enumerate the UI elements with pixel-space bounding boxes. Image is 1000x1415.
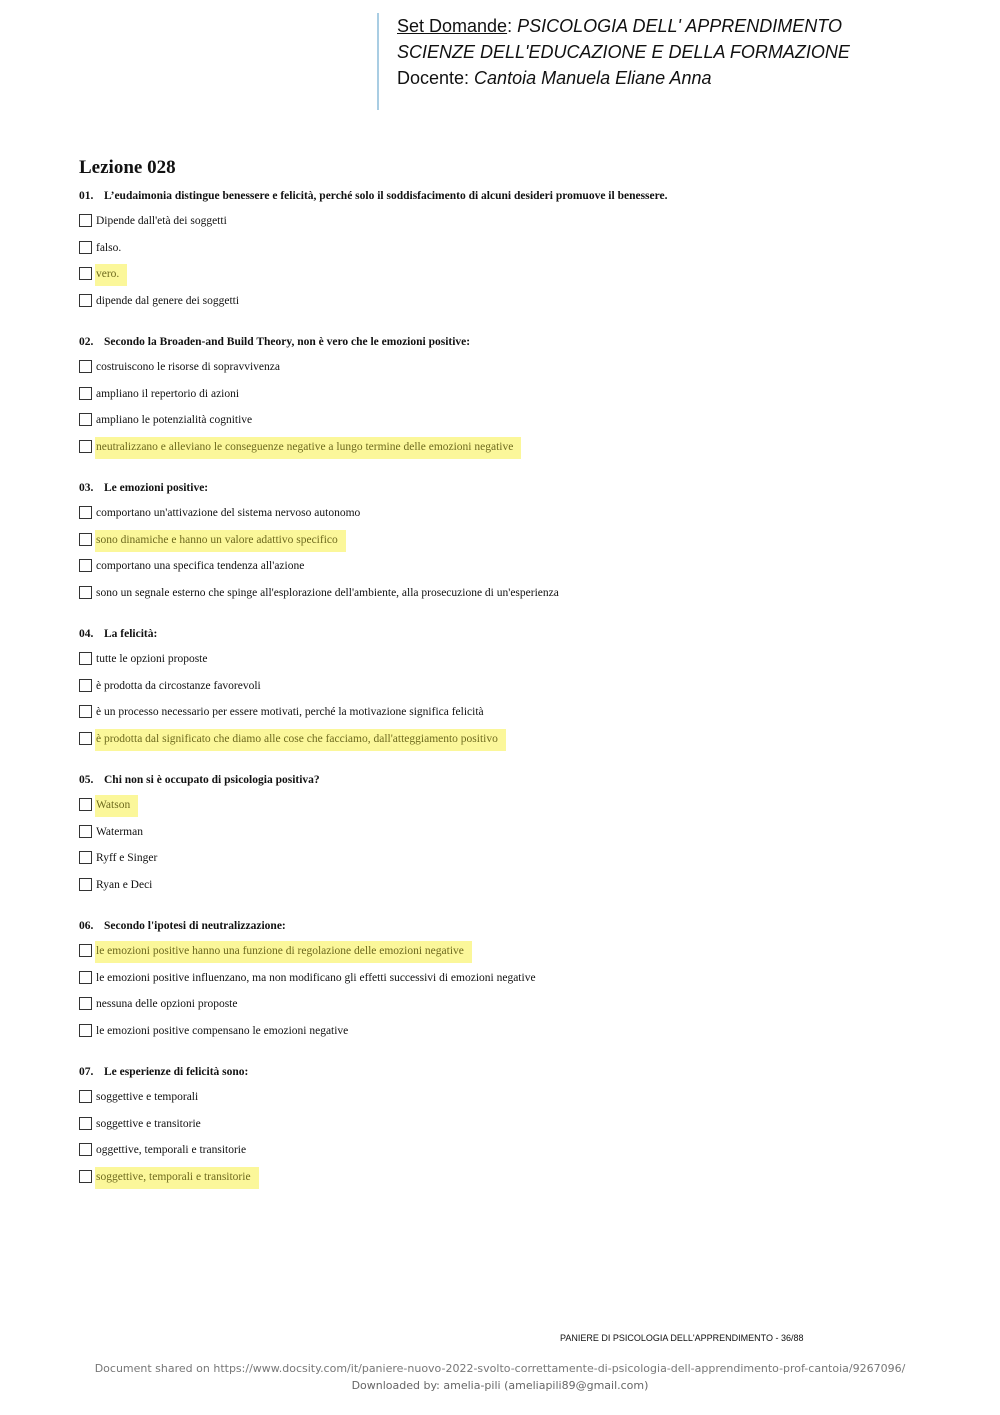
- answer-label: è prodotta da circostanze favorevoli: [96, 679, 261, 692]
- checkbox-icon[interactable]: [79, 851, 92, 864]
- checkbox-icon[interactable]: [79, 214, 92, 227]
- question-number: 01.: [79, 190, 94, 202]
- checkbox-icon[interactable]: [79, 679, 92, 692]
- answer-label: nessuna delle opzioni proposte: [96, 998, 238, 1010]
- answer-label: comportano una specifica tendenza all'azione: [96, 560, 305, 572]
- question-text: [79, 772, 949, 788]
- question-label: Le emozioni positive:: [104, 482, 209, 494]
- header-teacher-line: [397, 65, 937, 91]
- question-text: [79, 1064, 949, 1080]
- checkbox-icon[interactable]: [79, 798, 92, 811]
- checkbox-icon[interactable]: [79, 360, 92, 373]
- answer-option: [79, 266, 949, 293]
- checkbox-icon[interactable]: [79, 586, 92, 599]
- answer-label: ampliano il repertorio di azioni: [96, 387, 240, 400]
- checkbox-icon[interactable]: [79, 506, 92, 519]
- question-label: L’eudaimonia distingue benessere e felicità, perché solo il soddisfacimento di alcuni desideri promuove il benessere.: [104, 190, 668, 202]
- question: [79, 1064, 949, 1195]
- question-number: 04.: [79, 628, 94, 640]
- answer-label: Ryff e Singer: [96, 852, 158, 864]
- answer-option: [79, 505, 949, 532]
- answer-option: [79, 877, 949, 904]
- set-separator: :: [507, 16, 518, 36]
- question-label: Le esperienze di felicità sono:: [104, 1066, 249, 1078]
- question: [79, 918, 949, 1049]
- question: [79, 772, 949, 903]
- download-notice: Downloaded by: amelia-pili (ameliapili89@gmail.com): [351, 1379, 649, 1392]
- answer-label: le emozioni positive influenzano, ma non modificano gli effetti successivi di emozioni negative: [96, 971, 536, 984]
- checkbox-icon[interactable]: [79, 825, 92, 838]
- question-label: Secondo la Broaden-and Build Theory, non è vero che le emozioni positive:: [104, 336, 471, 348]
- question-label: La felicità:: [104, 628, 158, 640]
- answer-label: falso.: [96, 241, 122, 254]
- answer-option: [79, 996, 949, 1023]
- answer-option: [79, 386, 949, 413]
- answer-option: [79, 651, 949, 678]
- answer-option: [79, 1169, 949, 1196]
- answer-option: [79, 213, 949, 240]
- faculty-name: SCIENZE DELL'EDUCAZIONE E DELLA FORMAZIONE: [397, 42, 850, 62]
- answer-option: [79, 797, 949, 824]
- question-number: 02.: [79, 336, 94, 348]
- answer-label: dipende dal genere dei soggetti: [96, 294, 240, 307]
- question-number: 06.: [79, 920, 94, 932]
- teacher-label: Docente:: [397, 68, 475, 88]
- highlighted-answer-label: neutralizzano e alleviano le conseguenze negative a lungo termine delle emozioni negative: [95, 437, 521, 459]
- question-number: 07.: [79, 1066, 94, 1078]
- checkbox-icon[interactable]: [79, 267, 92, 280]
- checkbox-icon[interactable]: [79, 387, 92, 400]
- checkbox-icon[interactable]: [79, 705, 92, 718]
- lesson-title: Lezione 028: [79, 157, 176, 178]
- checkbox-icon[interactable]: [79, 1143, 92, 1156]
- checkbox-icon[interactable]: [79, 559, 92, 572]
- answer-option: [79, 1142, 949, 1169]
- checkbox-icon[interactable]: [79, 944, 92, 957]
- checkbox-icon[interactable]: [79, 878, 92, 891]
- header-set-line: [397, 13, 937, 39]
- checkbox-icon[interactable]: [79, 1117, 92, 1130]
- answer-label: Dipende dall'età dei soggetti: [96, 215, 227, 227]
- answer-option: [79, 1116, 949, 1143]
- teacher-name: Cantoia Manuela Eliane Anna: [474, 68, 712, 88]
- answer-option: [79, 704, 949, 731]
- checkbox-icon[interactable]: [79, 241, 92, 254]
- checkbox-icon[interactable]: [79, 1170, 92, 1183]
- answer-option: [79, 240, 949, 267]
- answer-label: è un processo necessario per essere motivati, perché la motivazione significa felicità: [96, 706, 484, 718]
- set-label: Set Domande: [397, 16, 508, 36]
- answer-option: [79, 678, 949, 705]
- answer-label: oggettive, temporali e transitorie: [96, 1144, 247, 1156]
- answer-label: soggettive e temporali: [96, 1091, 199, 1103]
- highlighted-answer-label: è prodotta dal significato che diamo alle cose che facciamo, dall'atteggiamento positivo: [95, 729, 506, 751]
- answer-label: soggettive e transitorie: [96, 1117, 201, 1130]
- answer-option: [79, 359, 949, 386]
- answer-option: [79, 850, 949, 877]
- answer-option: [79, 824, 949, 851]
- answer-option: [79, 532, 949, 559]
- answer-option: [79, 293, 949, 320]
- question-number: 05.: [79, 774, 94, 786]
- question: [79, 334, 949, 465]
- checkbox-icon[interactable]: [79, 440, 92, 453]
- answer-option: [79, 970, 949, 997]
- answer-label: comportano un'attivazione del sistema nervoso autonomo: [96, 507, 361, 519]
- shared-notice: Document shared on https://www.docsity.com/it/paniere-nuovo-2022-svolto-correttamente-di-psicologia-dell-apprendimento-prof-cantoia/9267096/: [94, 1362, 906, 1375]
- question-text: [79, 626, 949, 642]
- question-list: [79, 188, 949, 1195]
- question-text: [79, 188, 949, 204]
- answer-label: tutte le opzioni proposte: [96, 653, 208, 665]
- checkbox-icon[interactable]: [79, 294, 92, 307]
- highlighted-answer-label: le emozioni positive hanno una funzione di regolazione delle emozioni negative: [95, 941, 472, 963]
- answer-option: [79, 439, 949, 466]
- checkbox-icon[interactable]: [79, 1024, 92, 1037]
- checkbox-icon[interactable]: [79, 971, 92, 984]
- question: [79, 626, 949, 757]
- answer-option: [79, 585, 949, 612]
- checkbox-icon[interactable]: [79, 652, 92, 665]
- answer-label: Ryan e Deci: [96, 878, 153, 891]
- highlighted-answer-label: sono dinamiche e hanno un valore adattivo specifico: [95, 530, 346, 552]
- answer-option: [79, 1023, 949, 1050]
- highlighted-answer-label: Watson: [95, 795, 138, 817]
- question: [79, 480, 949, 611]
- highlighted-answer-label: vero.: [95, 264, 127, 286]
- answer-label: sono un segnale esterno che spinge all'esplorazione dell'ambiente, alla prosecuzione di un'esperienza: [96, 586, 559, 599]
- question-text: [79, 480, 949, 496]
- document-body: [79, 155, 949, 1210]
- checkbox-icon[interactable]: [79, 1090, 92, 1103]
- course-name: PSICOLOGIA DELL' APPRENDIMENTO: [517, 16, 842, 36]
- question: [79, 188, 949, 319]
- answer-option: [79, 1089, 949, 1116]
- answer-option: [79, 558, 949, 585]
- answer-label: le emozioni positive compensano le emozioni negative: [96, 1024, 349, 1037]
- question-text: [79, 918, 949, 934]
- highlighted-answer-label: soggettive, temporali e transitorie: [95, 1167, 259, 1189]
- document-header: [377, 13, 937, 110]
- checkbox-icon[interactable]: [79, 533, 92, 546]
- answer-label: ampliano le potenzialità cognitive: [96, 414, 253, 426]
- question-text: [79, 334, 949, 350]
- question-label: Secondo l'ipotesi di neutralizzazione:: [104, 920, 286, 932]
- answer-option: [79, 412, 949, 439]
- checkbox-icon[interactable]: [79, 997, 92, 1010]
- question-label: Chi non si è occupato di psicologia positiva?: [104, 774, 320, 786]
- question-number: 03.: [79, 482, 94, 494]
- checkbox-icon[interactable]: [79, 413, 92, 426]
- page-footer: PANIERE DI PSICOLOGIA DELL'APPRENDIMENTO - 36/88: [560, 1333, 804, 1343]
- answer-option: [79, 731, 949, 758]
- answer-option: [79, 943, 949, 970]
- checkbox-icon[interactable]: [79, 732, 92, 745]
- answer-label: Waterman: [96, 825, 143, 838]
- answer-label: costruiscono le risorse di sopravvivenza: [96, 361, 280, 373]
